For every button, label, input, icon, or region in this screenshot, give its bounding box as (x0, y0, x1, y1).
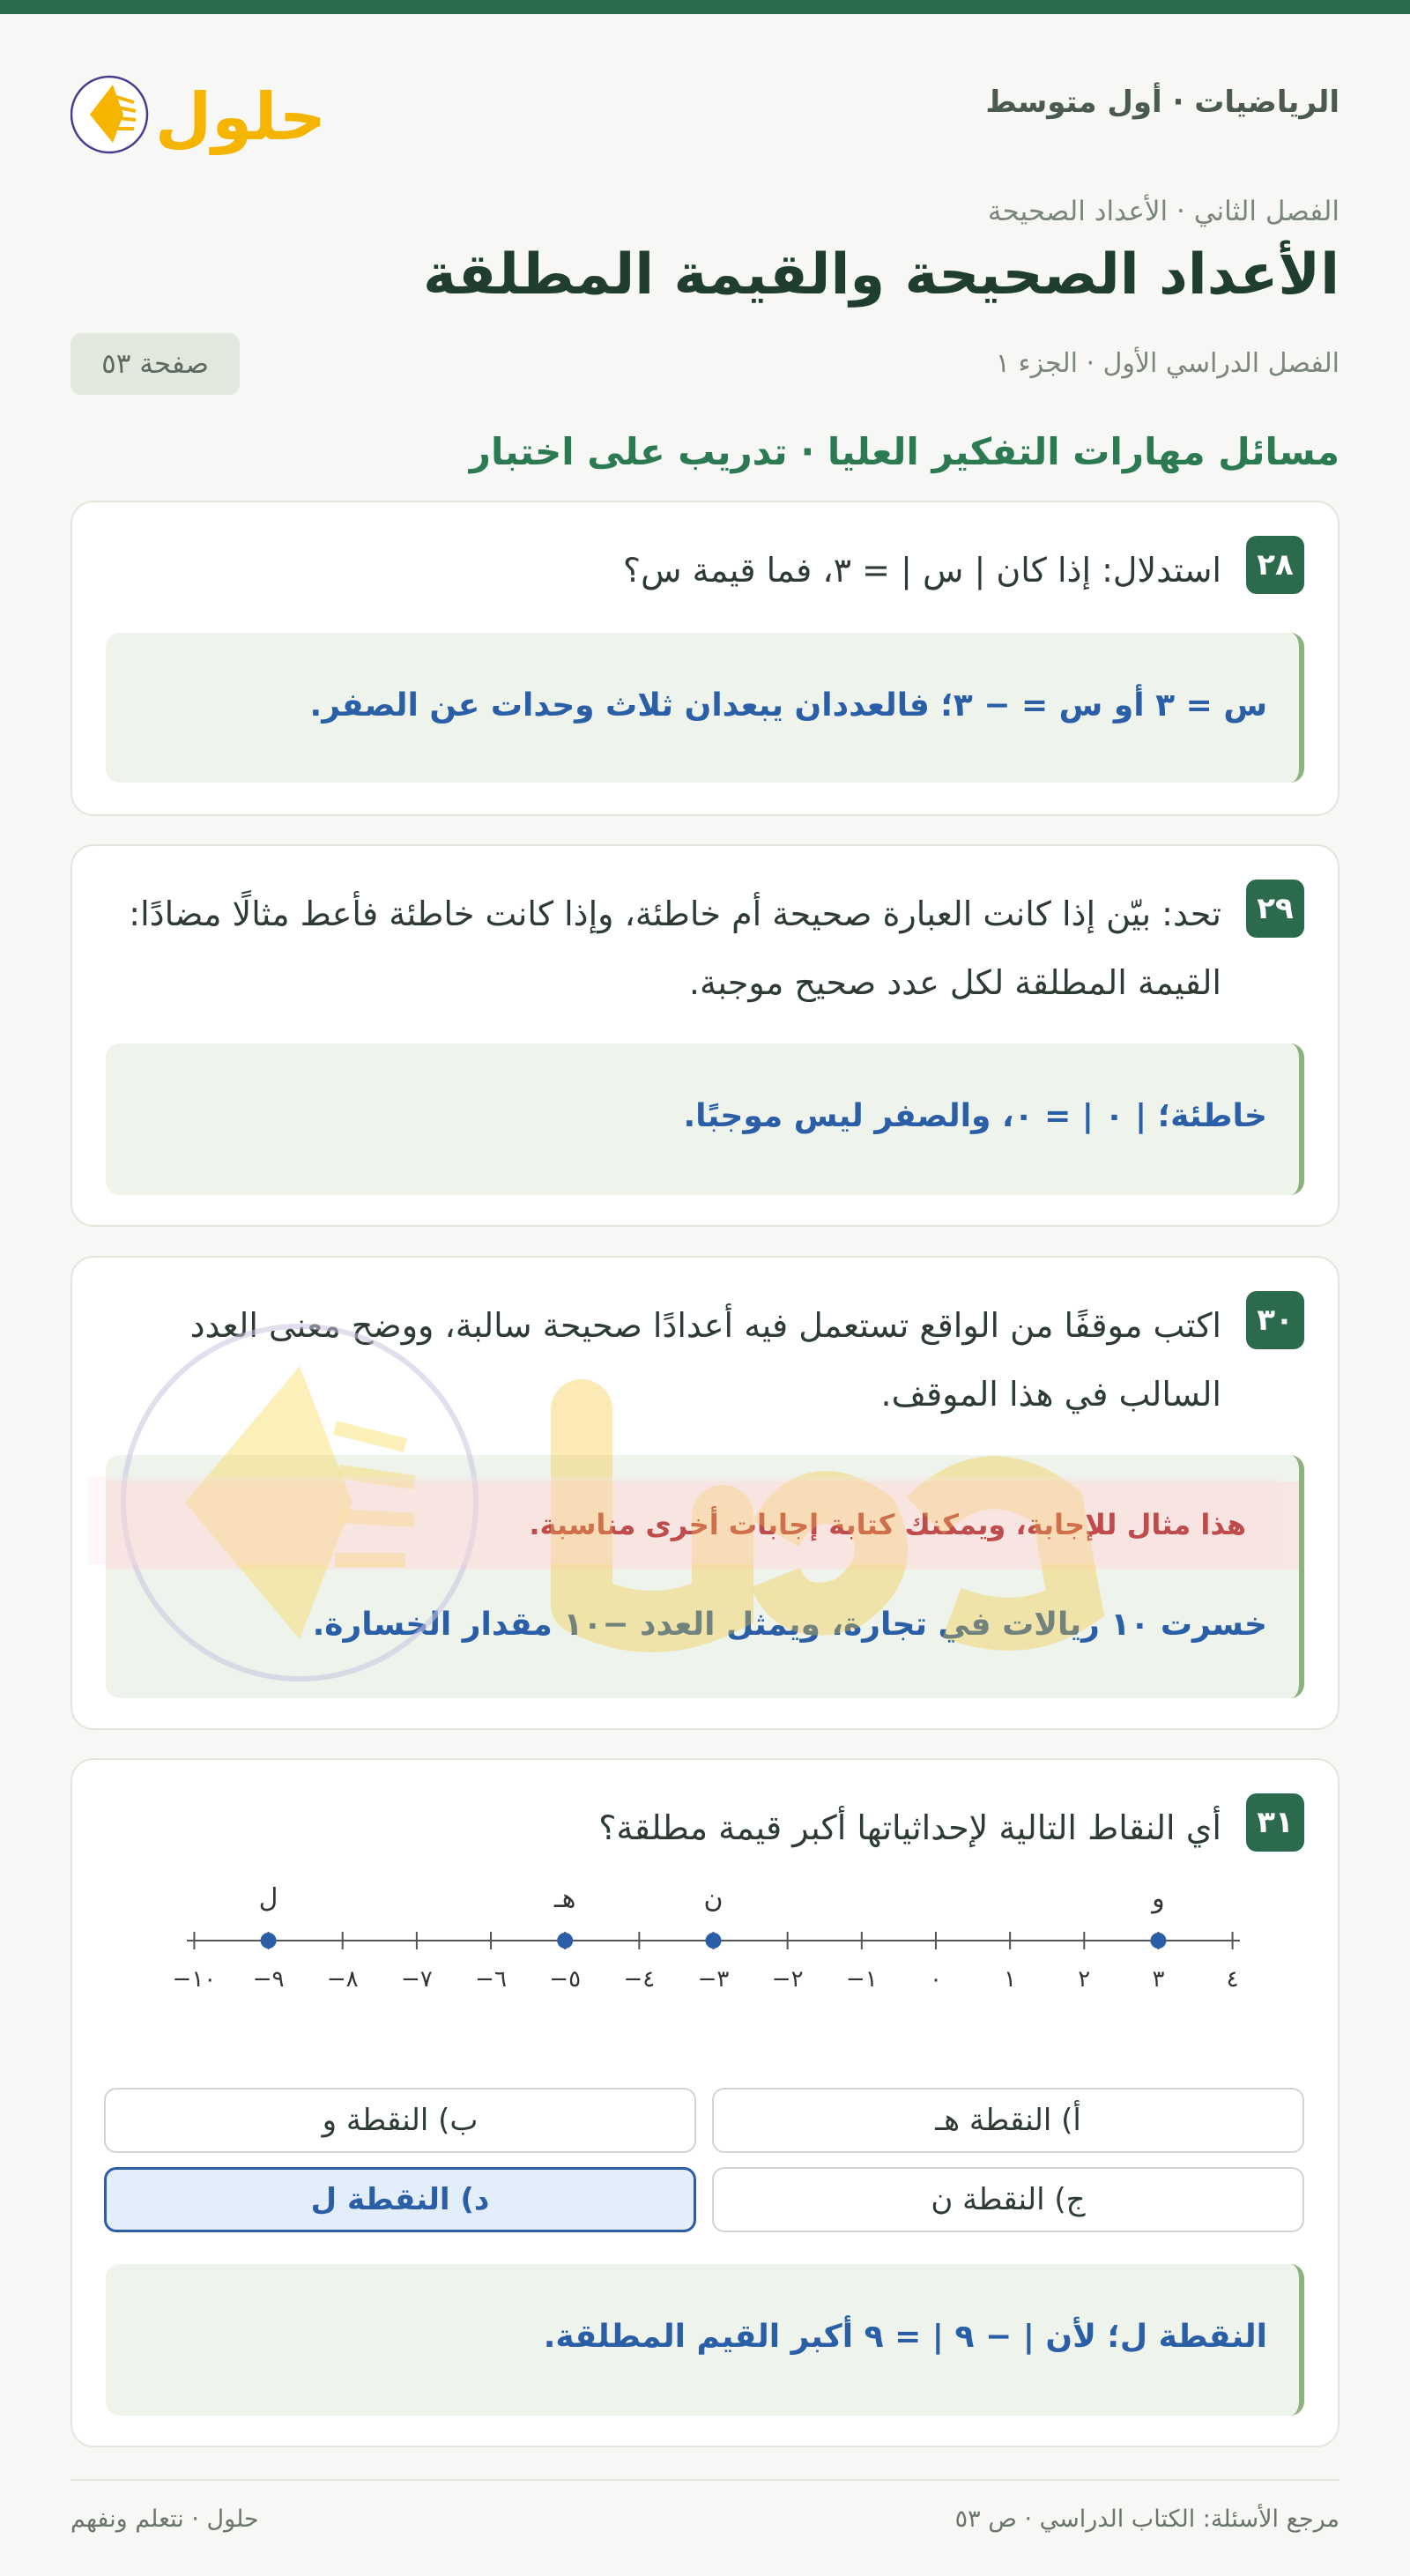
question-card-29 (70, 844, 1340, 1227)
question-card-30 (70, 1256, 1340, 1730)
number-line-point-label: ن (703, 1883, 724, 1914)
top-accent-bar (0, 0, 1410, 14)
question-text: اكتب موقفًا من الواقع تستعمل فيه أعدادًا صحيحة سالبة، ووضح معنى العدد السالب في هذا الموقف. (189, 1306, 1221, 1414)
answer-box (106, 1043, 1304, 1195)
section-title: مسائل مهارات التفكير العليا · تدريب على اختبار (469, 430, 1340, 473)
number-line-point-label: هـ (553, 1883, 576, 1914)
number-line-tick-label: −٣ (697, 1966, 730, 1993)
page-header (70, 58, 1340, 155)
question-number: ٢٩ (1246, 880, 1304, 938)
answer-box (106, 1455, 1304, 1698)
option-a[interactable]: أ) النقطة هـ (712, 2088, 1304, 2153)
number-line-tick-label: −٢ (771, 1966, 804, 1993)
brand-logo (70, 58, 335, 155)
answer-box (106, 2264, 1304, 2416)
question-card-31 (70, 1758, 1340, 2447)
question-text: أي النقاط التالية لإحداثياتها أكبر قيمة مطلقة؟ (598, 1808, 1221, 1847)
number-line-point (261, 1933, 277, 1949)
footer-brand: حلول · نتعلم ونفهم (70, 2505, 259, 2533)
number-line-tick-label: −٨ (326, 1966, 359, 1993)
question-text: تحد: بيّن إذا كانت العبارة صحيحة أم خاطئة، وإذا كانت خاطئة فأعط مثالًا مضادًا: القيمة المطلقة لكل عدد صحيح موجبة. (129, 895, 1221, 1002)
answer-text: س = ٣ أو س = − ٣؛ فالعددان يبعدان ثلاث وحدات عن الصفر. (309, 687, 1267, 724)
footer-divider (70, 2479, 1340, 2481)
question-number: ٣١ (1246, 1793, 1304, 1852)
number-line-tick-label: −٥ (549, 1966, 582, 1993)
term-label: الفصل الدراسي الأول · الجزء ١ (995, 348, 1340, 379)
question-number: ٢٨ (1246, 536, 1304, 594)
option-b[interactable]: ب) النقطة و (104, 2088, 696, 2153)
answer-text: خاطئة؛ | ٠ | = ٠، والصفر ليس موجبًا. (683, 1098, 1267, 1134)
option-d[interactable]: د) النقطة ل (104, 2167, 696, 2232)
number-line (143, 1874, 1271, 2024)
number-line-point (706, 1933, 722, 1949)
question-card-28 (70, 501, 1340, 816)
number-line-point (557, 1933, 573, 1949)
number-line-tick-label: ١ (1004, 1966, 1017, 1993)
number-line-tick-label: −٤ (623, 1966, 656, 1993)
number-line-tick-label: ٠ (929, 1966, 942, 1993)
number-line-point-label: و (1152, 1883, 1165, 1914)
number-line-tick-label: ٤ (1226, 1966, 1239, 1993)
number-line-point-label: ل (258, 1883, 278, 1914)
lesson-title: الأعداد الصحيحة والقيمة المطلقة (423, 242, 1340, 308)
logo-text: حلول (155, 79, 327, 155)
number-line-point (1150, 1933, 1166, 1949)
page-badge: صفحة ٥٣ (70, 333, 240, 395)
option-c[interactable]: ج) النقطة ن (712, 2167, 1304, 2232)
question-number: ٣٠ (1246, 1291, 1304, 1349)
answer-text: النقطة ل؛ لأن | − ٩ | = ٩ أكبر القيم المطلقة. (543, 2319, 1267, 2355)
number-line-tick-label: −١ (845, 1966, 878, 1993)
chapter-label: الفصل الثاني · الأعداد الصحيحة (987, 196, 1340, 227)
number-line-tick-label: −٦ (475, 1966, 507, 1993)
answer-text: خسرت ١٠ ريالات في تجارة، ويمثل العدد −١٠ مقدار الخسارة. (312, 1607, 1267, 1643)
subject-label: الرياضيات · أول متوسط (985, 85, 1340, 120)
number-line-tick-label: −٧ (400, 1966, 433, 1993)
answer-box (106, 633, 1304, 783)
number-line-tick-label: ٣ (1152, 1966, 1165, 1993)
number-line-tick-label: ٢ (1078, 1966, 1091, 1993)
number-line-tick-label: −١٠ (172, 1966, 217, 1993)
number-line-tick-label: −٩ (252, 1966, 285, 1993)
question-text: استدلال: إذا كان | س | = ٣، فما قيمة س؟ (622, 551, 1221, 590)
answer-note: هذا مثال للإجابة، ويمكنك كتابة إجابات أخرى مناسبة. (529, 1508, 1246, 1541)
footer-reference: مرجع الأسئلة: الكتاب الدراسي · ص ٥٣ (954, 2505, 1340, 2533)
